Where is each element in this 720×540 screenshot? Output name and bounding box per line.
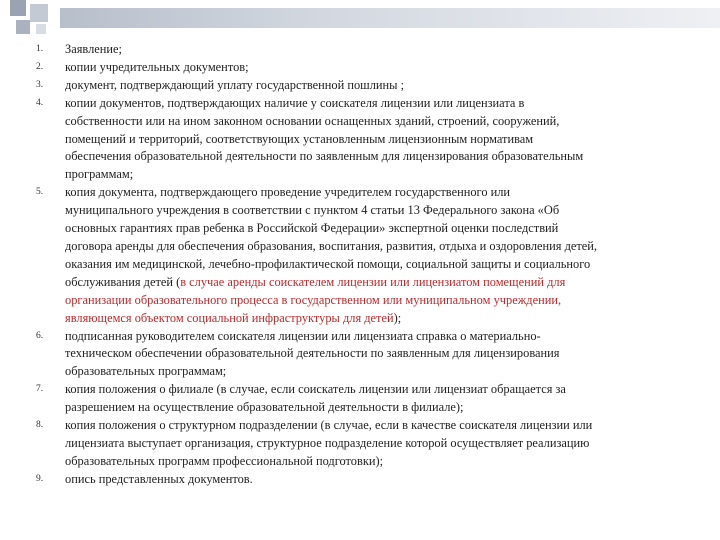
list-item <box>0 95 720 185</box>
item-text: документ, подтверждающий уплату государственной пошлины ; <box>65 77 405 92</box>
item-text: Заявление; <box>65 42 122 56</box>
item-text-tail: ); <box>393 310 402 325</box>
item-text: копии учредительных документов; <box>65 59 249 74</box>
list-item <box>0 77 720 95</box>
list-item <box>0 381 720 417</box>
decorative-square <box>36 24 46 34</box>
list-item <box>0 328 720 382</box>
item-number: 3. <box>36 79 44 90</box>
item-number: 5. <box>36 187 44 198</box>
item-text-main: копия документа, подтверждающего проведение учредителем государственного или муниципального учреждения в соответствии с пунктом 4 статьи 13 Федерального закона «Об основных гарантиях прав ребенка в Российской Федерации» экспертной оценки последствий договора аренды для обеспечения образования, воспитания, развития, отдыха и оздоровления детей, оказания им медицинской, лечебно-профилактической помощи, социальной защиты и социального обслуживания детей ( <box>65 185 598 289</box>
decorative-square <box>10 0 26 16</box>
highlighted-condition: в случае аренды соискателем лицензии или лицензиатом помещений для организации образовательного процесса в государственном или муниципальном учреждении, являющемся объектом социальной инфраструктуры для детей <box>65 274 566 325</box>
item-text <box>65 184 680 327</box>
item-text: копия положения о структурном подразделении (в случае, если в качестве соискателя лицензии или лицензиата выступает организация, структурное подразделение которой осуществляет реализацию образовательных программ профессиональной подготовки); <box>65 418 593 468</box>
item-number: 6. <box>36 330 44 341</box>
list-item <box>0 471 720 489</box>
list-item <box>0 41 720 59</box>
item-text: опись представленных документов. <box>65 471 253 486</box>
documents-list <box>0 41 720 489</box>
item-text: копия положения о филиале (в случае, если соискатель лицензии или лицензиат обращается за разрешением на осуществление образовательной деятельности в филиале); <box>65 382 566 415</box>
header-bar <box>60 8 720 28</box>
list-item <box>0 417 720 471</box>
item-text: подписанная руководителем соискателя лицензии или лицензиата справка о материально- техническом обеспечении образовательной деятельности по заявленным для лицензирования образовательных программам; <box>65 328 560 379</box>
item-number: 4. <box>36 97 44 108</box>
item-number: 8. <box>36 420 44 431</box>
list-item <box>0 184 720 327</box>
list-item <box>0 59 720 77</box>
item-number: 7. <box>36 384 44 395</box>
decorative-square <box>16 20 30 34</box>
slide-header-banner <box>0 0 720 34</box>
item-text: копии документов, подтверждающих наличие у соискателя лицензии или лицензиата в собственности или на ином законном основании оснащенных зданий, строений, сооружений, помещений и территорий, соответствующих установленным лицензионным нормативам обеспечения образовательной деятельности по заявленным для лицензирования образовательным программам; <box>65 95 584 182</box>
item-number: 1. <box>36 44 44 54</box>
item-number: 9. <box>36 473 44 484</box>
item-number: 2. <box>36 61 44 72</box>
decorative-square <box>30 4 48 22</box>
